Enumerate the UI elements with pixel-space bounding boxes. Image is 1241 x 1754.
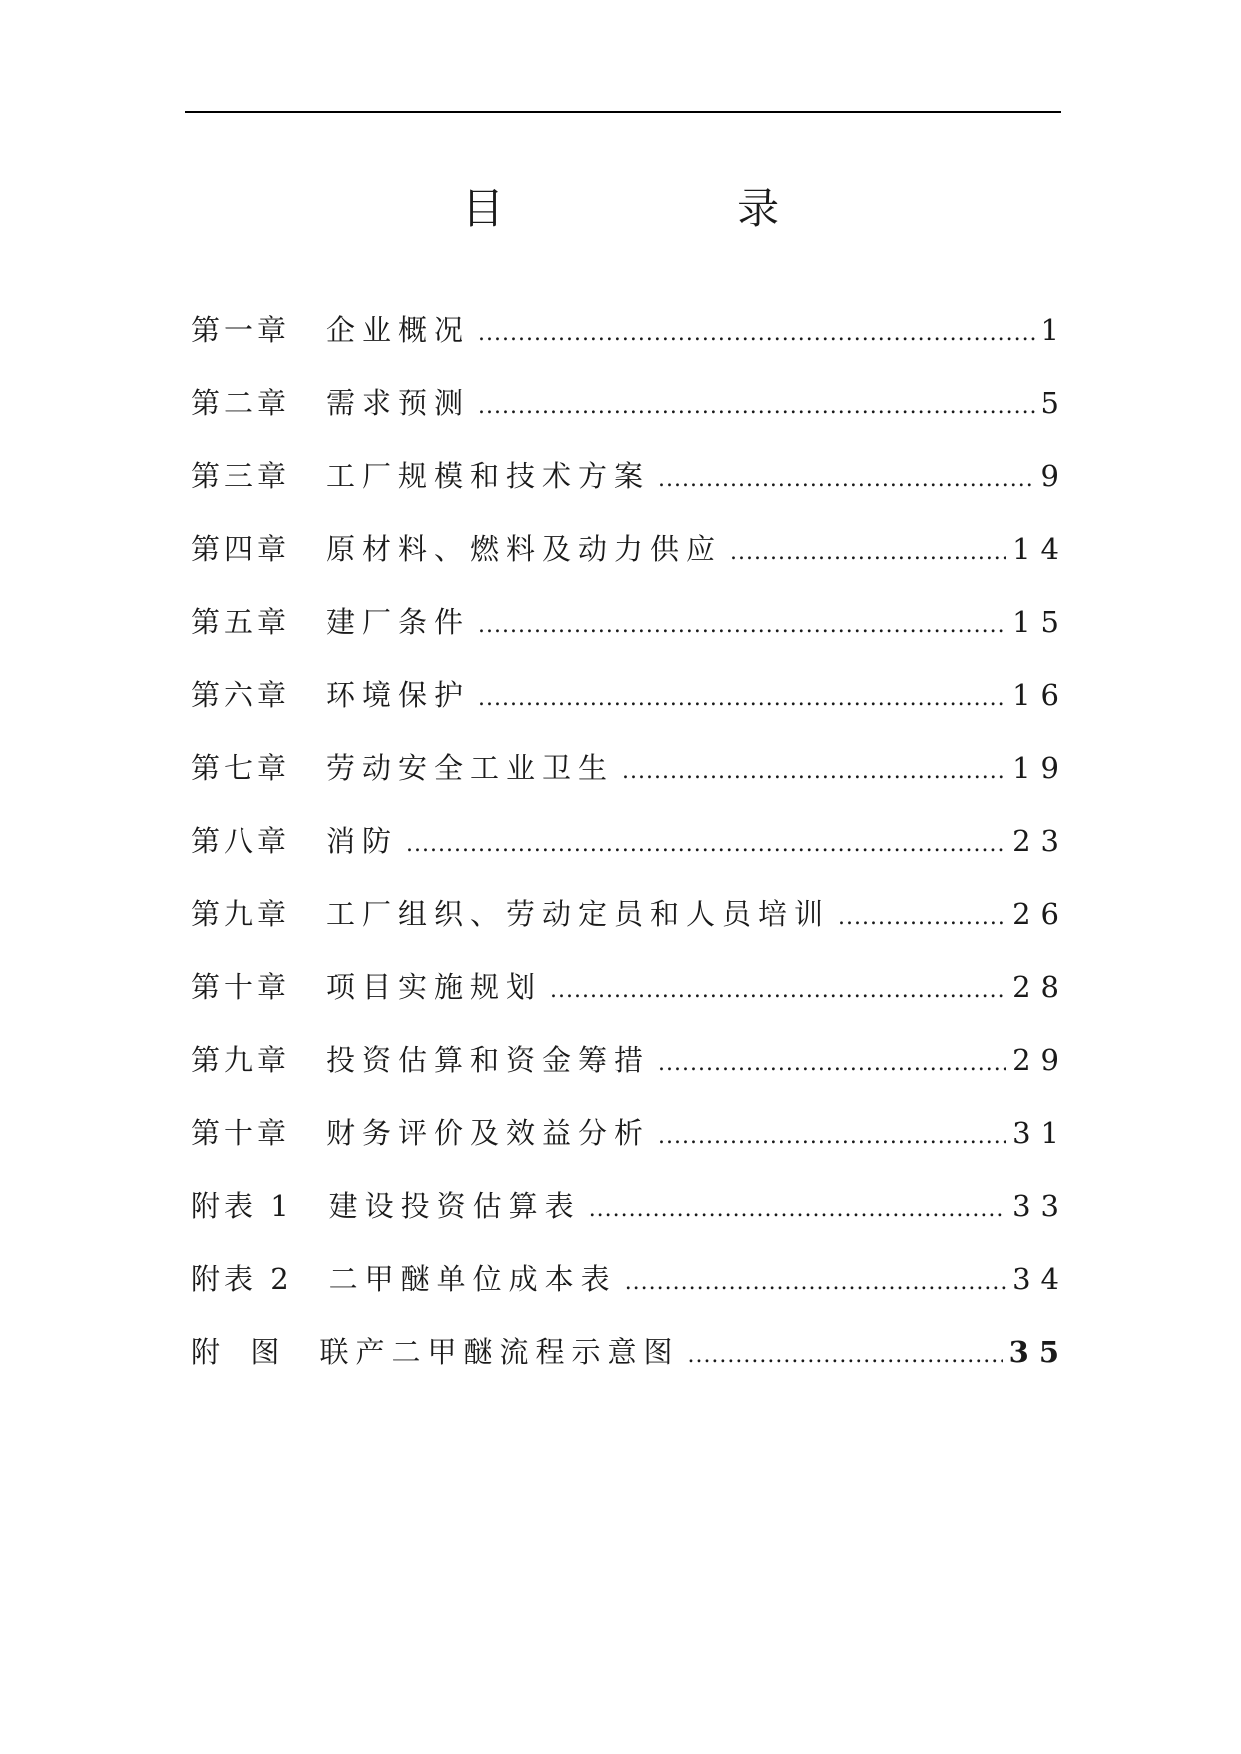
toc-entry[interactable] (191, 970, 1069, 1046)
toc-entry[interactable] (191, 1116, 1069, 1192)
toc-entry[interactable] (191, 532, 1069, 608)
toc-entry-title: 项目实施规划 (326, 970, 543, 1004)
toc-page-number: 31 (1012, 1116, 1069, 1150)
toc-dot-leader (658, 1126, 1006, 1148)
toc-dot-leader (550, 980, 1006, 1002)
toc-entry[interactable] (191, 1043, 1069, 1119)
toc-entry-title: 企业概况 (326, 313, 471, 347)
toc-entry-title: 建厂条件 (326, 605, 471, 639)
toc-entry-title: 劳动安全工业卫生 (326, 751, 615, 785)
toc-dot-leader (730, 542, 1006, 564)
toc-entry-title: 联产二甲醚流程示意图 (319, 1335, 680, 1369)
toc-entry[interactable] (191, 386, 1069, 462)
toc-entry[interactable] (191, 313, 1069, 389)
toc-dot-leader (589, 1199, 1006, 1221)
table-of-contents (191, 313, 1069, 1411)
toc-page-number: 26 (1012, 897, 1069, 931)
toc-page-number: 19 (1012, 751, 1069, 785)
toc-entry-title: 投资估算和资金筹措 (326, 1043, 651, 1077)
toc-dot-leader (625, 1272, 1006, 1294)
toc-entry-label: 第十章 (191, 1116, 291, 1150)
toc-entry-title: 环境保护 (326, 678, 471, 712)
toc-entry[interactable] (191, 824, 1069, 900)
toc-page-number: 33 (1012, 1189, 1069, 1223)
toc-entry-title: 建设投资估算表 (328, 1189, 581, 1223)
toc-dot-leader (622, 761, 1006, 783)
toc-dot-leader (478, 323, 1035, 345)
toc-entry-title: 需求预测 (326, 386, 471, 420)
toc-entry-label: 第十章 (191, 970, 291, 1004)
toc-entry-label: 第五章 (191, 605, 291, 639)
toc-entry-label: 第二章 (191, 386, 291, 420)
toc-page-number: 34 (1012, 1262, 1069, 1296)
toc-entry[interactable] (191, 1262, 1069, 1338)
toc-entry-title: 二甲醚单位成本表 (328, 1262, 617, 1296)
toc-page-number: 28 (1012, 970, 1069, 1004)
toc-entry-label: 第三章 (191, 459, 291, 493)
toc-page-number: 1 (1040, 313, 1069, 347)
toc-entry-label: 第六章 (191, 678, 291, 712)
toc-entry-label: 第九章 (191, 1043, 291, 1077)
toc-dot-leader (478, 396, 1035, 418)
toc-entry-label: 第七章 (191, 751, 291, 785)
page-title: 目 录 (461, 184, 890, 234)
toc-dot-leader (658, 469, 1035, 491)
header-rule (185, 111, 1061, 113)
toc-entry-title: 工厂组织、劳动定员和人员培训 (326, 897, 831, 931)
toc-page-number: 9 (1040, 459, 1069, 493)
toc-dot-leader (687, 1345, 1002, 1367)
toc-dot-leader (838, 907, 1006, 929)
toc-entry-title: 工厂规模和技术方案 (326, 459, 651, 493)
toc-entry-label: 第八章 (191, 824, 291, 858)
toc-dot-leader (406, 834, 1006, 856)
toc-dot-leader (658, 1053, 1006, 1075)
toc-dot-leader (478, 688, 1006, 710)
toc-entry-label: 附 图 (191, 1335, 284, 1369)
toc-page-number: 23 (1012, 824, 1069, 858)
toc-page-number: 16 (1012, 678, 1069, 712)
toc-entry-label: 第四章 (191, 532, 291, 566)
toc-entry-label: 第九章 (191, 897, 291, 931)
toc-entry-label: 附表 2 (191, 1262, 293, 1296)
toc-entry[interactable] (191, 1335, 1069, 1411)
toc-entry-label: 附表 1 (191, 1189, 293, 1223)
toc-page-number: 5 (1040, 386, 1069, 420)
toc-entry[interactable] (191, 605, 1069, 681)
toc-entry-title: 消防 (326, 824, 399, 858)
toc-page-number: 14 (1012, 532, 1069, 566)
toc-entry[interactable] (191, 1189, 1069, 1265)
toc-page-number: 15 (1012, 605, 1069, 639)
toc-entry[interactable] (191, 751, 1069, 827)
toc-entry-title: 原材料、燃料及动力供应 (326, 532, 723, 566)
toc-page-number: 29 (1012, 1043, 1069, 1077)
toc-entry[interactable] (191, 897, 1069, 973)
toc-entry-label: 第一章 (191, 313, 291, 347)
toc-entry[interactable] (191, 459, 1069, 535)
toc-entry-title: 财务评价及效益分析 (326, 1116, 651, 1150)
toc-entry[interactable] (191, 678, 1069, 754)
toc-dot-leader (478, 615, 1006, 637)
toc-page-number: 35 (1008, 1335, 1069, 1369)
